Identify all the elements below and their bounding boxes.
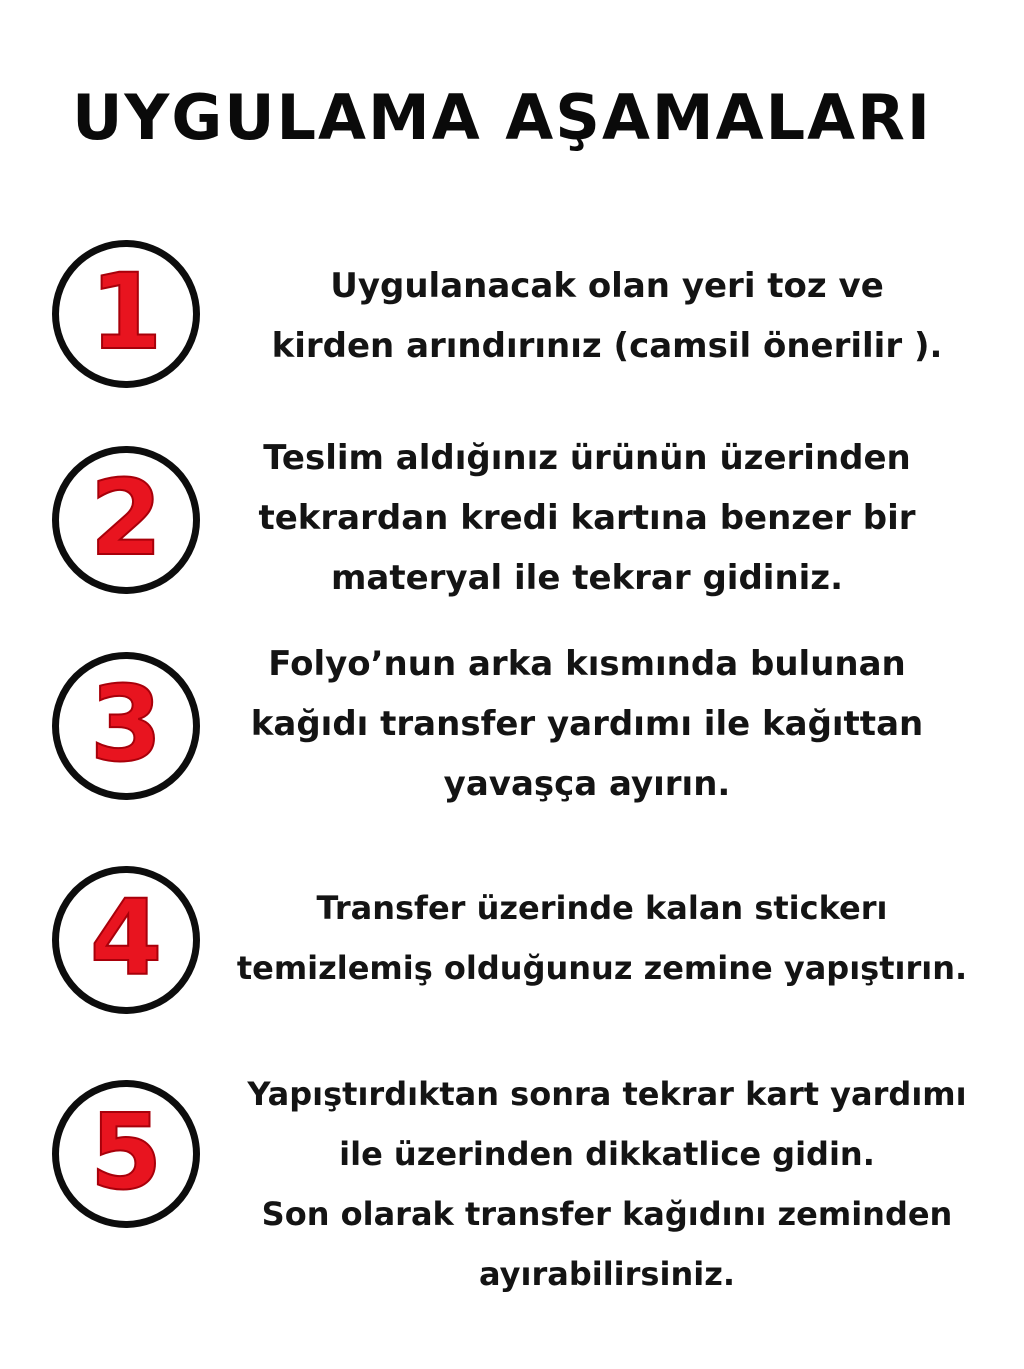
step-number: 2: [89, 457, 163, 579]
step-number-badge: [52, 240, 200, 388]
step-description: [222, 634, 952, 814]
step-number: 1: [89, 251, 163, 373]
step-line: kağıdı transfer yardımı ile kağıttan: [250, 704, 924, 744]
step-number: 5: [89, 1091, 163, 1213]
step-description: [222, 428, 952, 608]
step-description: [212, 1064, 1002, 1304]
step-line: materyal ile tekrar gidiniz.: [330, 558, 844, 598]
step-line: Yapıştırdıktan sonra tekrar kart yardımı: [247, 1075, 967, 1113]
step-line: Son olarak transfer kağıdını zeminden: [261, 1195, 953, 1233]
step-number: 3: [89, 663, 163, 785]
step-line: ayırabilirsiniz.: [479, 1255, 735, 1293]
step-line: Teslim aldığınız ürünün üzerinden: [263, 438, 911, 478]
step-number-badge: [52, 866, 200, 1014]
step-line: yavaşça ayırın.: [443, 764, 731, 804]
step-line: temizlemiş olduğunuz zemine yapıştırın.: [236, 949, 968, 987]
step-line: kirden arındırınız (camsil önerilir ).: [271, 326, 943, 366]
step-number-badge: [52, 652, 200, 800]
page-title: UYGULAMA AŞAMALARI: [72, 81, 932, 154]
step-line: ile üzerinden dikkatlice gidin.: [339, 1135, 875, 1173]
step-description: [222, 878, 982, 998]
step-number-badge: [52, 1080, 200, 1228]
step-line: Transfer üzerinde kalan stickerı: [316, 889, 888, 927]
step-number: 4: [89, 877, 163, 999]
step-line: Folyo’nun arka kısmında bulunan: [268, 644, 906, 684]
step-number-badge: [52, 446, 200, 594]
step-description: [222, 256, 992, 376]
step-line: Uygulanacak olan yeri toz ve: [330, 266, 884, 306]
step-line: tekrardan kredi kartına benzer bir: [258, 498, 916, 538]
